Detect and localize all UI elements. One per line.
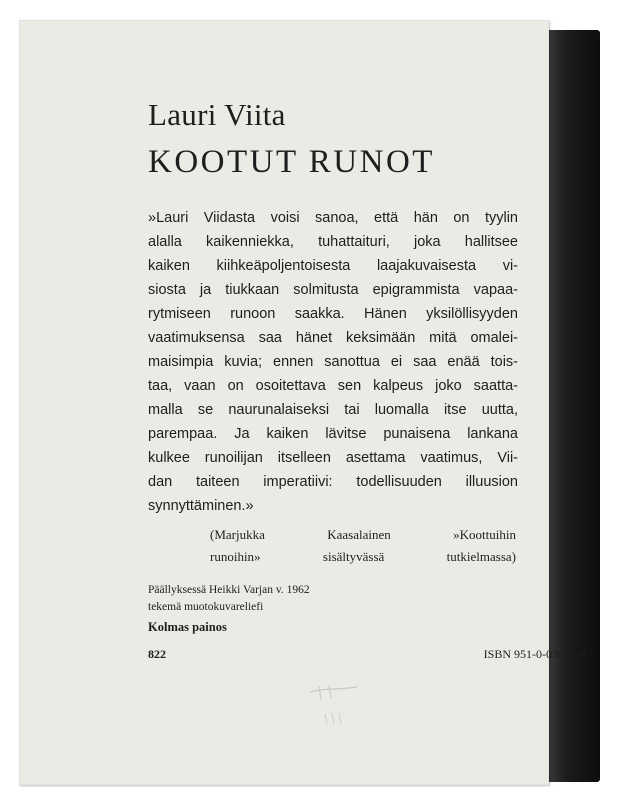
blurb-line: synnyttäminen.» <box>148 498 254 514</box>
blurb-line: alalla kaikenniekka, tuhattaituri, joka hallitsee <box>148 234 518 250</box>
product-code: 822 <box>148 647 166 661</box>
blurb-line: kaiken kiihkeäpoljentoisesta laajakuvaisesta vi- <box>148 258 518 274</box>
blurb-line: maisimpia kuvia; ennen sanottua ei saa enää tois- <box>148 354 518 370</box>
blurb-line: malla se naurunalaiseksi tai luomalla itse uutta, <box>148 402 518 418</box>
cover-art-credit: Päällyksessä Heikki Varjan v. 1962 <box>148 584 310 596</box>
author-name: Lauri Viita <box>148 97 286 132</box>
blurb-line: taa, vaan on osoitettava sen kalpeus joko saatta- <box>148 378 518 394</box>
cover-art-credit: tekemä muotokuvareliefi <box>148 601 264 613</box>
blurb-line: kulkee runoilijan itselleen asettama vaatimus, Vii- <box>148 450 518 466</box>
colophon <box>148 582 518 616</box>
blurb-line: rytmiseen runoon saakka. Hänen yksilöllisyyden <box>148 306 518 322</box>
quote-source-line: runoihin» sisältyvässä tutkielmassa) <box>210 549 516 564</box>
handwritten-mark <box>305 680 375 730</box>
book-spine <box>548 30 600 782</box>
blurb-line: vaatimuksensa saa hänet keksimään mitä omalei- <box>148 330 518 346</box>
quote-source <box>210 524 516 568</box>
blurb-line: parempaa. Ja kaiken lävitse punaisena lankana <box>148 426 518 442</box>
edition-label: Kolmas painos <box>148 620 227 634</box>
blurb-text <box>148 206 518 518</box>
blurb-line: »Lauri Viidasta voisi sanoa, että hän on tyylin <box>148 210 518 226</box>
blurb-line: dan taiteen imperatiivi: todellisuuden illuusion <box>148 474 518 490</box>
isbn-number: ISBN 951-0-03850-4 <box>483 647 586 661</box>
blurb-line: siosta ja tiukkaan solmitusta epigrammista vapaa- <box>148 282 518 298</box>
book-title: KOOTUT RUNOT <box>148 144 435 180</box>
quote-source-line: (Marjukka Kaasalainen »Koottuihin <box>210 527 516 542</box>
